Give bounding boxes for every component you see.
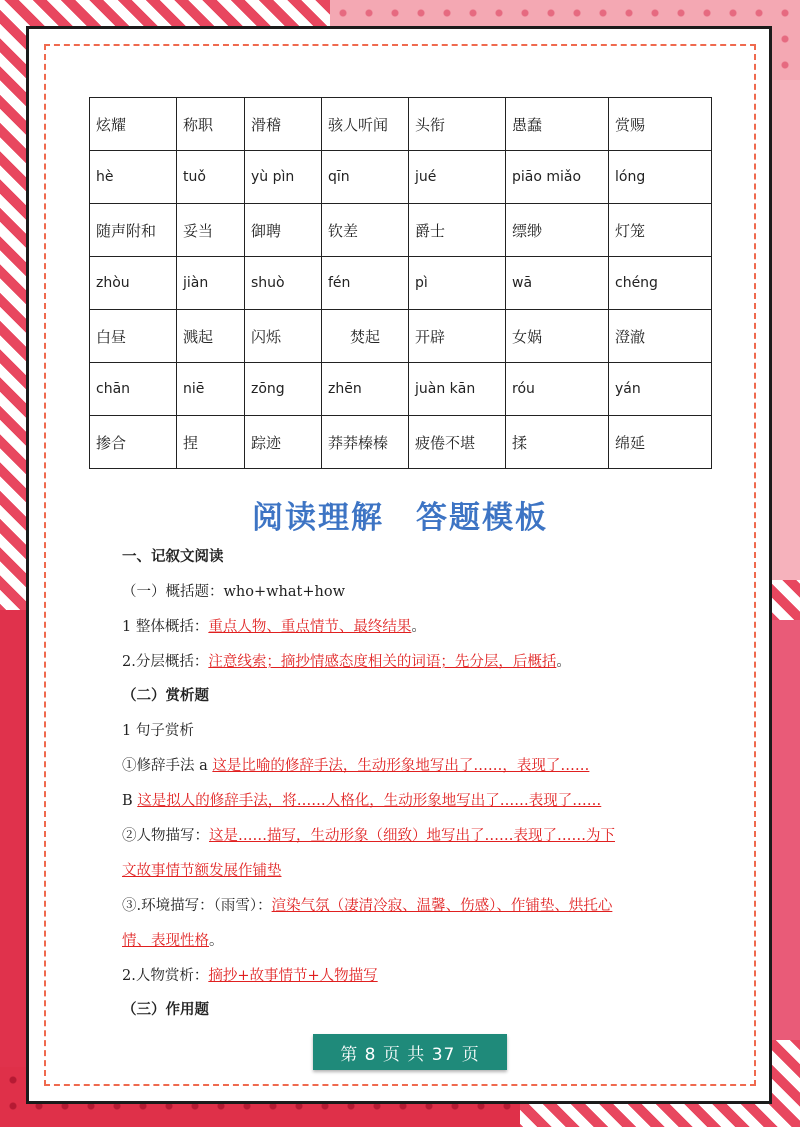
table-cell: 灯笼 [609, 204, 712, 257]
answer-template: 摘抄+故事情节+人物描写 [208, 968, 378, 984]
line-label: ①修辞手法 a [122, 758, 213, 774]
table-cell: 称职 [177, 98, 245, 151]
table-cell: 焚起 [322, 310, 409, 363]
line-end: 。 [411, 619, 426, 635]
line-label: 2.分层概括： [122, 654, 209, 670]
table-row [90, 204, 712, 257]
text-line [122, 894, 612, 915]
table-cell: 捏 [177, 416, 245, 469]
table-cell: 踪迹 [245, 416, 322, 469]
title-part-reading: 阅读理解 [252, 500, 384, 536]
table-cell: 愚蠢 [506, 98, 609, 151]
table-cell: 女娲 [506, 310, 609, 363]
text-line [122, 859, 282, 880]
subsection-heading: （一）概括题：who+what+how [122, 584, 345, 600]
answer-template: 文故事情节额发展作铺垫 [122, 863, 282, 879]
table-row [90, 310, 712, 363]
text-line [122, 789, 601, 810]
line-label: B [122, 793, 138, 809]
text-line [122, 929, 224, 950]
answer-template: 情、表现性格 [122, 933, 209, 949]
table-cell: yù pìn [245, 151, 322, 204]
text-line [122, 650, 571, 671]
table-cell: 炫耀 [90, 98, 177, 151]
table-cell: jué [409, 151, 506, 204]
line-label: 1 整体概括： [122, 619, 209, 635]
table-cell: 溅起 [177, 310, 245, 363]
table-cell: 骇人听闻 [322, 98, 409, 151]
table-cell: 疲倦不堪 [409, 416, 506, 469]
table-cell: 莽莽榛榛 [322, 416, 409, 469]
text-line [122, 615, 426, 636]
answer-template: 这是……描写，生动形象（细致）地写出了……表现了……为下 [209, 828, 615, 844]
table-cell: yán [609, 363, 712, 416]
table-cell: 妥当 [177, 204, 245, 257]
table-row [90, 98, 712, 151]
table-cell: 随声附和 [90, 204, 177, 257]
table-cell: 赏赐 [609, 98, 712, 151]
table-row [90, 363, 712, 416]
table-cell: fén [322, 257, 409, 310]
table-cell: chān [90, 363, 177, 416]
table-cell: juàn kān [409, 363, 506, 416]
table-cell: 爵士 [409, 204, 506, 257]
line-label: ②人物描写： [122, 828, 209, 844]
answer-template: 渲染气氛（凄清冷寂、温馨、伤感）、作铺垫、烘托心 [271, 898, 613, 914]
table-cell: róu [506, 363, 609, 416]
table-cell: 揉 [506, 416, 609, 469]
table-cell: 绵延 [609, 416, 712, 469]
table-cell: 澄澈 [609, 310, 712, 363]
table-cell: chéng [609, 257, 712, 310]
line-end: 。 [556, 654, 571, 670]
section-heading: 一、记叙文阅读 [122, 549, 224, 565]
table-cell: qīn [322, 151, 409, 204]
subsection-heading: （二）赏析题 [122, 688, 209, 704]
table-cell: zhòu [90, 257, 177, 310]
table-cell: 闪烁 [245, 310, 322, 363]
table-cell: pì [409, 257, 506, 310]
table-cell: piāo miǎo [506, 151, 609, 204]
answer-template: 重点人物、重点情节、最终结果 [208, 619, 412, 635]
line-label: ③.环境描写：（雨雪）： [122, 898, 272, 914]
answer-template: 这是比喻的修辞手法，生动形象地写出了……，表现了…… [212, 758, 590, 774]
table-cell: wā [506, 257, 609, 310]
text-line: 1 句子赏析 [122, 723, 194, 739]
table-cell: 滑稽 [245, 98, 322, 151]
table-cell: lóng [609, 151, 712, 204]
text-line [122, 754, 589, 775]
line-label: 2.人物赏析： [122, 968, 209, 984]
table-cell: shuò [245, 257, 322, 310]
table-row [90, 151, 712, 204]
table-cell: hè [90, 151, 177, 204]
table-cell: 头衔 [409, 98, 506, 151]
table-cell: 白昼 [90, 310, 177, 363]
line-end: 。 [209, 933, 224, 949]
subsection-heading: （三）作用题 [122, 1002, 209, 1018]
vocabulary-table [89, 97, 712, 469]
answer-template: 这是拟人的修辞手法，将……人格化，生动形象地写出了……表现了…… [137, 793, 602, 809]
table-cell: niē [177, 363, 245, 416]
text-line [122, 824, 615, 845]
table-cell: tuǒ [177, 151, 245, 204]
table-cell: 掺合 [90, 416, 177, 469]
table-row [90, 257, 712, 310]
answer-template: 注意线索；摘抄情感态度相关的词语；先分层，后概括 [208, 654, 557, 670]
table-cell: jiàn [177, 257, 245, 310]
table-cell: 开辟 [409, 310, 506, 363]
text-line [122, 964, 378, 985]
table-cell: 缥缈 [506, 204, 609, 257]
table-row [90, 416, 712, 469]
page-number-badge: 第 8 页 共 37 页 [313, 1034, 507, 1070]
table-cell: zhēn [322, 363, 409, 416]
table-cell: zōng [245, 363, 322, 416]
table-cell: 御聘 [245, 204, 322, 257]
table-cell: 钦差 [322, 204, 409, 257]
title-part-template: 答题模板 [416, 500, 548, 536]
page-title [0, 492, 800, 537]
